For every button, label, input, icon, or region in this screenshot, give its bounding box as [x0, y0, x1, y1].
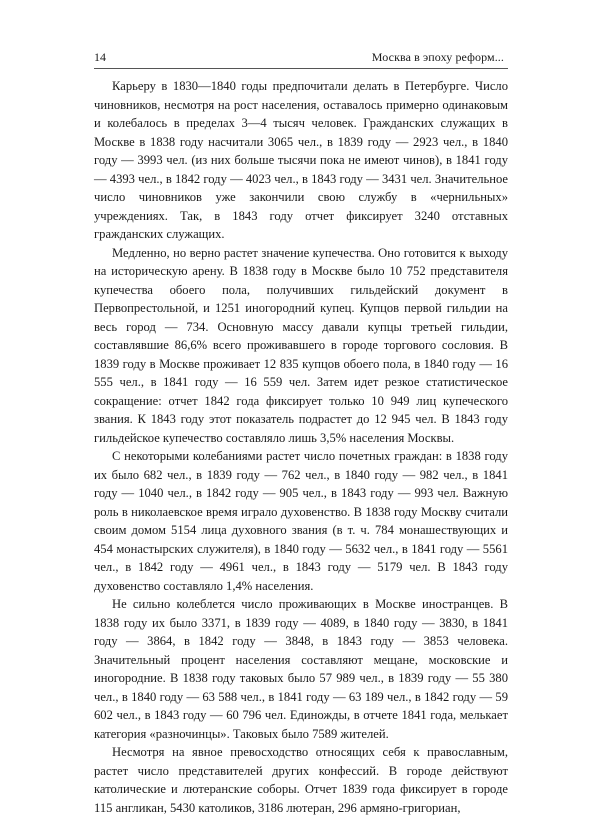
body-text	[94, 77, 508, 817]
page-header	[94, 50, 508, 72]
paragraph-confessions: Несмотря на явное превосходство относящих себя к православным, растет число представителей других конфессий. В городе действуют католические и лютеранские соборы. Отчет 1839 года фиксирует в городе 115 англикан, 5430 католиков, 3186 лютеран, 296 армяно-григориан,	[94, 745, 508, 815]
page-number: 14	[94, 50, 106, 64]
header-rule	[94, 68, 508, 69]
paragraph-officials: Карьеру в 1830—1840 годы предпочитали делать в Петербурге. Число чиновников, несмотря на рост населения, оставалось примерно одинаковым и колебалось в пределах 3—4 тысяч человек. Гражданских служащих в Москве в 1838 году насчитали 3065 чел., в 1839 году — 2923 чел., в 1840 году — 3993 чел. (из них больше тысячи пока не имеют чинов), в 1841 году — 4393 чел., в 1842 году — 4023 чел., в 1843 году — 3431 чел. Значительное число чиновников уже закончили свою службу в «чернильных» учреждениях. Так, в 1843 году отчет фиксирует 3240 отставных гражданских служащих.	[94, 79, 508, 241]
paragraph-foreigners: Не сильно колеблется число проживающих в Москве иностранцев. В 1838 году их было 3371, в 1839 году — 4089, в 1840 году — 3830, в 1841 году — 3864, в 1842 году — 3848, в 1843 году — 3853 человека. Значительный процент населения составляют мещане, московские и иногородние. В 1838 году таковых было 57 989 чел., в 1839 году — 55 380 чел., в 1840 году — 63 588 чел., в 1841 году — 63 189 чел., в 1842 году — 59 602 чел., в 1843 году — 60 796 чел. Единожды, в отчете 1841 года, мелькает категория «разночинцы». Таковых было 7589 жителей.	[94, 597, 508, 741]
running-title: Москва в эпоху реформ...	[371, 50, 504, 64]
paragraph-honorary-citizens: С некоторыми колебаниями растет число почетных граждан: в 1838 году их было 682 чел., в 1839 году — 762 чел., в 1840 году — 982 чел., в 1841 году — 1040 чел., в 1842 году — 905 чел., в 1843 году — 993 чел. Важную роль в николаевское время играло духовенство. В 1838 году Москву считали своим домом 5154 лица духовного звания (в т. ч. 784 монашествующих и 454 монастырских служителя), в 1840 году — 5632 чел., в 1841 году — 5561 чел., в 1842 году — 4961 чел., в 1843 году — 5179 чел. В 1843 году духовенство составляло 1,4% населения.	[94, 449, 508, 593]
paragraph-merchants: Медленно, но верно растет значение купечества. Оно готовится к выходу на историческую арену. В 1838 году в Москве было 10 752 представителя купечества обоего пола, получивших гильдейский документ в Первопрестольной, и 1251 иногородний купец. Купцов первой гильдии на весь город — 734. Основную массу давали купцы третьей гильдии, составлявшие 86,6% всего проживавшего в городе торгового сословия. В 1839 году в Москве проживает 12 835 купцов обоего пола, в 1840 году — 16 555 чел., в 1841 году — 16 559 чел. Затем идет резкое статистическое сокращение: отчет 1842 года фиксирует только 10 949 лиц купеческого звания. К 1843 году этот показатель подрастет до 12 945 чел. В 1843 году гильдейское купечество составляло лишь 3,5% населения Москвы.	[94, 245, 508, 445]
